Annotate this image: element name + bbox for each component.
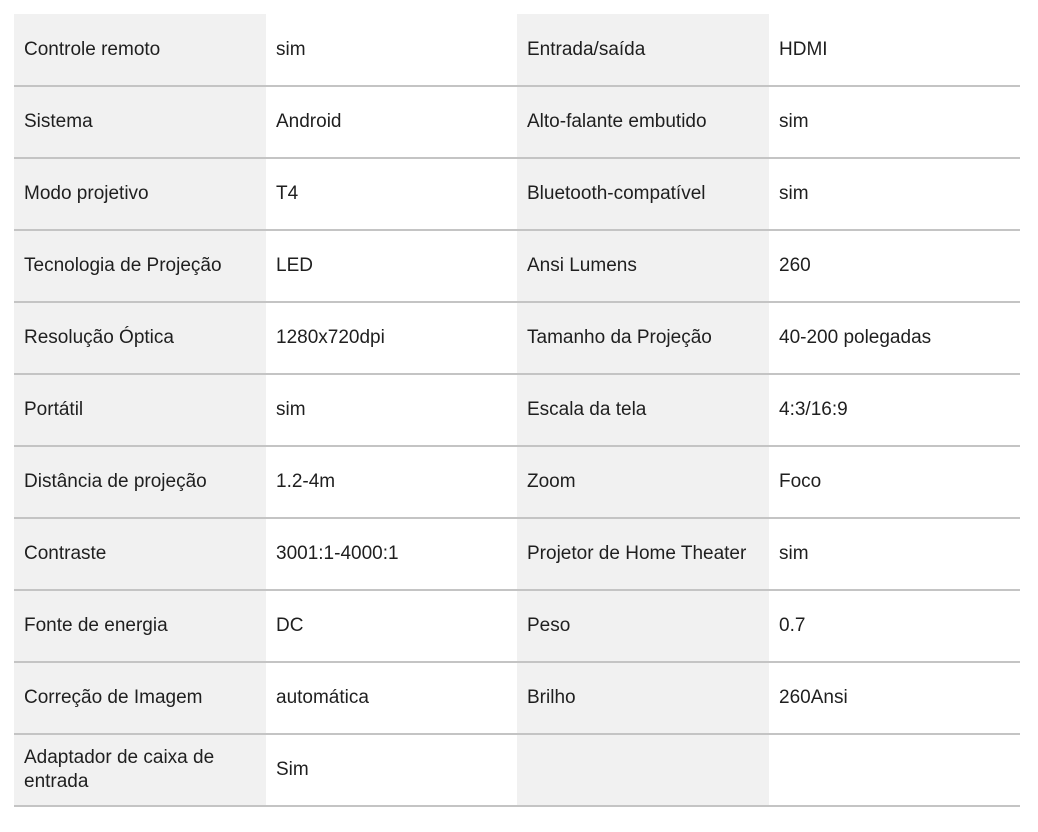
spec-label: Distância de projeção <box>14 446 266 518</box>
spec-value: sim <box>769 86 1020 158</box>
spec-value: 1.2-4m <box>266 446 517 518</box>
spec-value: Sim <box>266 734 517 806</box>
spec-value: Foco <box>769 446 1020 518</box>
table-row <box>14 518 1020 590</box>
table-row <box>14 590 1020 662</box>
spec-value: 3001:1-4000:1 <box>266 518 517 590</box>
spec-value: DC <box>266 590 517 662</box>
spec-label: Correção de Imagem <box>14 662 266 734</box>
spec-label: Fonte de energia <box>14 590 266 662</box>
spec-label: Alto-falante embutido <box>517 86 769 158</box>
spec-value: sim <box>769 158 1020 230</box>
spec-label: Contraste <box>14 518 266 590</box>
spec-label: Modo projetivo <box>14 158 266 230</box>
spec-label: Peso <box>517 590 769 662</box>
spec-value: sim <box>266 14 517 86</box>
spec-value: LED <box>266 230 517 302</box>
spec-label: Tamanho da Projeção <box>517 302 769 374</box>
spec-value: sim <box>266 374 517 446</box>
spec-value: HDMI <box>769 14 1020 86</box>
spec-label: Entrada/saída <box>517 14 769 86</box>
spec-value: automática <box>266 662 517 734</box>
spec-value: Android <box>266 86 517 158</box>
spec-value: 0.7 <box>769 590 1020 662</box>
spec-label: Tecnologia de Projeção <box>14 230 266 302</box>
spec-value: 4:3/16:9 <box>769 374 1020 446</box>
spec-value: 1280x720dpi <box>266 302 517 374</box>
spec-value: 260Ansi <box>769 662 1020 734</box>
spec-label: Adaptador de caixa de entrada <box>14 734 266 806</box>
table-row <box>14 14 1020 86</box>
spec-value: 260 <box>769 230 1020 302</box>
spec-label: Ansi Lumens <box>517 230 769 302</box>
table-row <box>14 86 1020 158</box>
table-row <box>14 446 1020 518</box>
spec-table-container <box>14 14 1020 807</box>
table-row <box>14 302 1020 374</box>
spec-label: Resolução Óptica <box>14 302 266 374</box>
table-row <box>14 734 1020 806</box>
spec-label: Sistema <box>14 86 266 158</box>
spec-label: Projetor de Home Theater <box>517 518 769 590</box>
spec-label: Portátil <box>14 374 266 446</box>
spec-label: Escala da tela <box>517 374 769 446</box>
spec-value: sim <box>769 518 1020 590</box>
spec-table <box>14 14 1020 807</box>
table-row <box>14 158 1020 230</box>
spec-value: T4 <box>266 158 517 230</box>
spec-label: Controle remoto <box>14 14 266 86</box>
table-row <box>14 230 1020 302</box>
spec-label: Brilho <box>517 662 769 734</box>
spec-label: Bluetooth-compatível <box>517 158 769 230</box>
spec-value <box>769 734 1020 806</box>
table-row <box>14 374 1020 446</box>
table-row <box>14 662 1020 734</box>
spec-value: 40-200 polegadas <box>769 302 1020 374</box>
spec-label: Zoom <box>517 446 769 518</box>
spec-label <box>517 734 769 806</box>
